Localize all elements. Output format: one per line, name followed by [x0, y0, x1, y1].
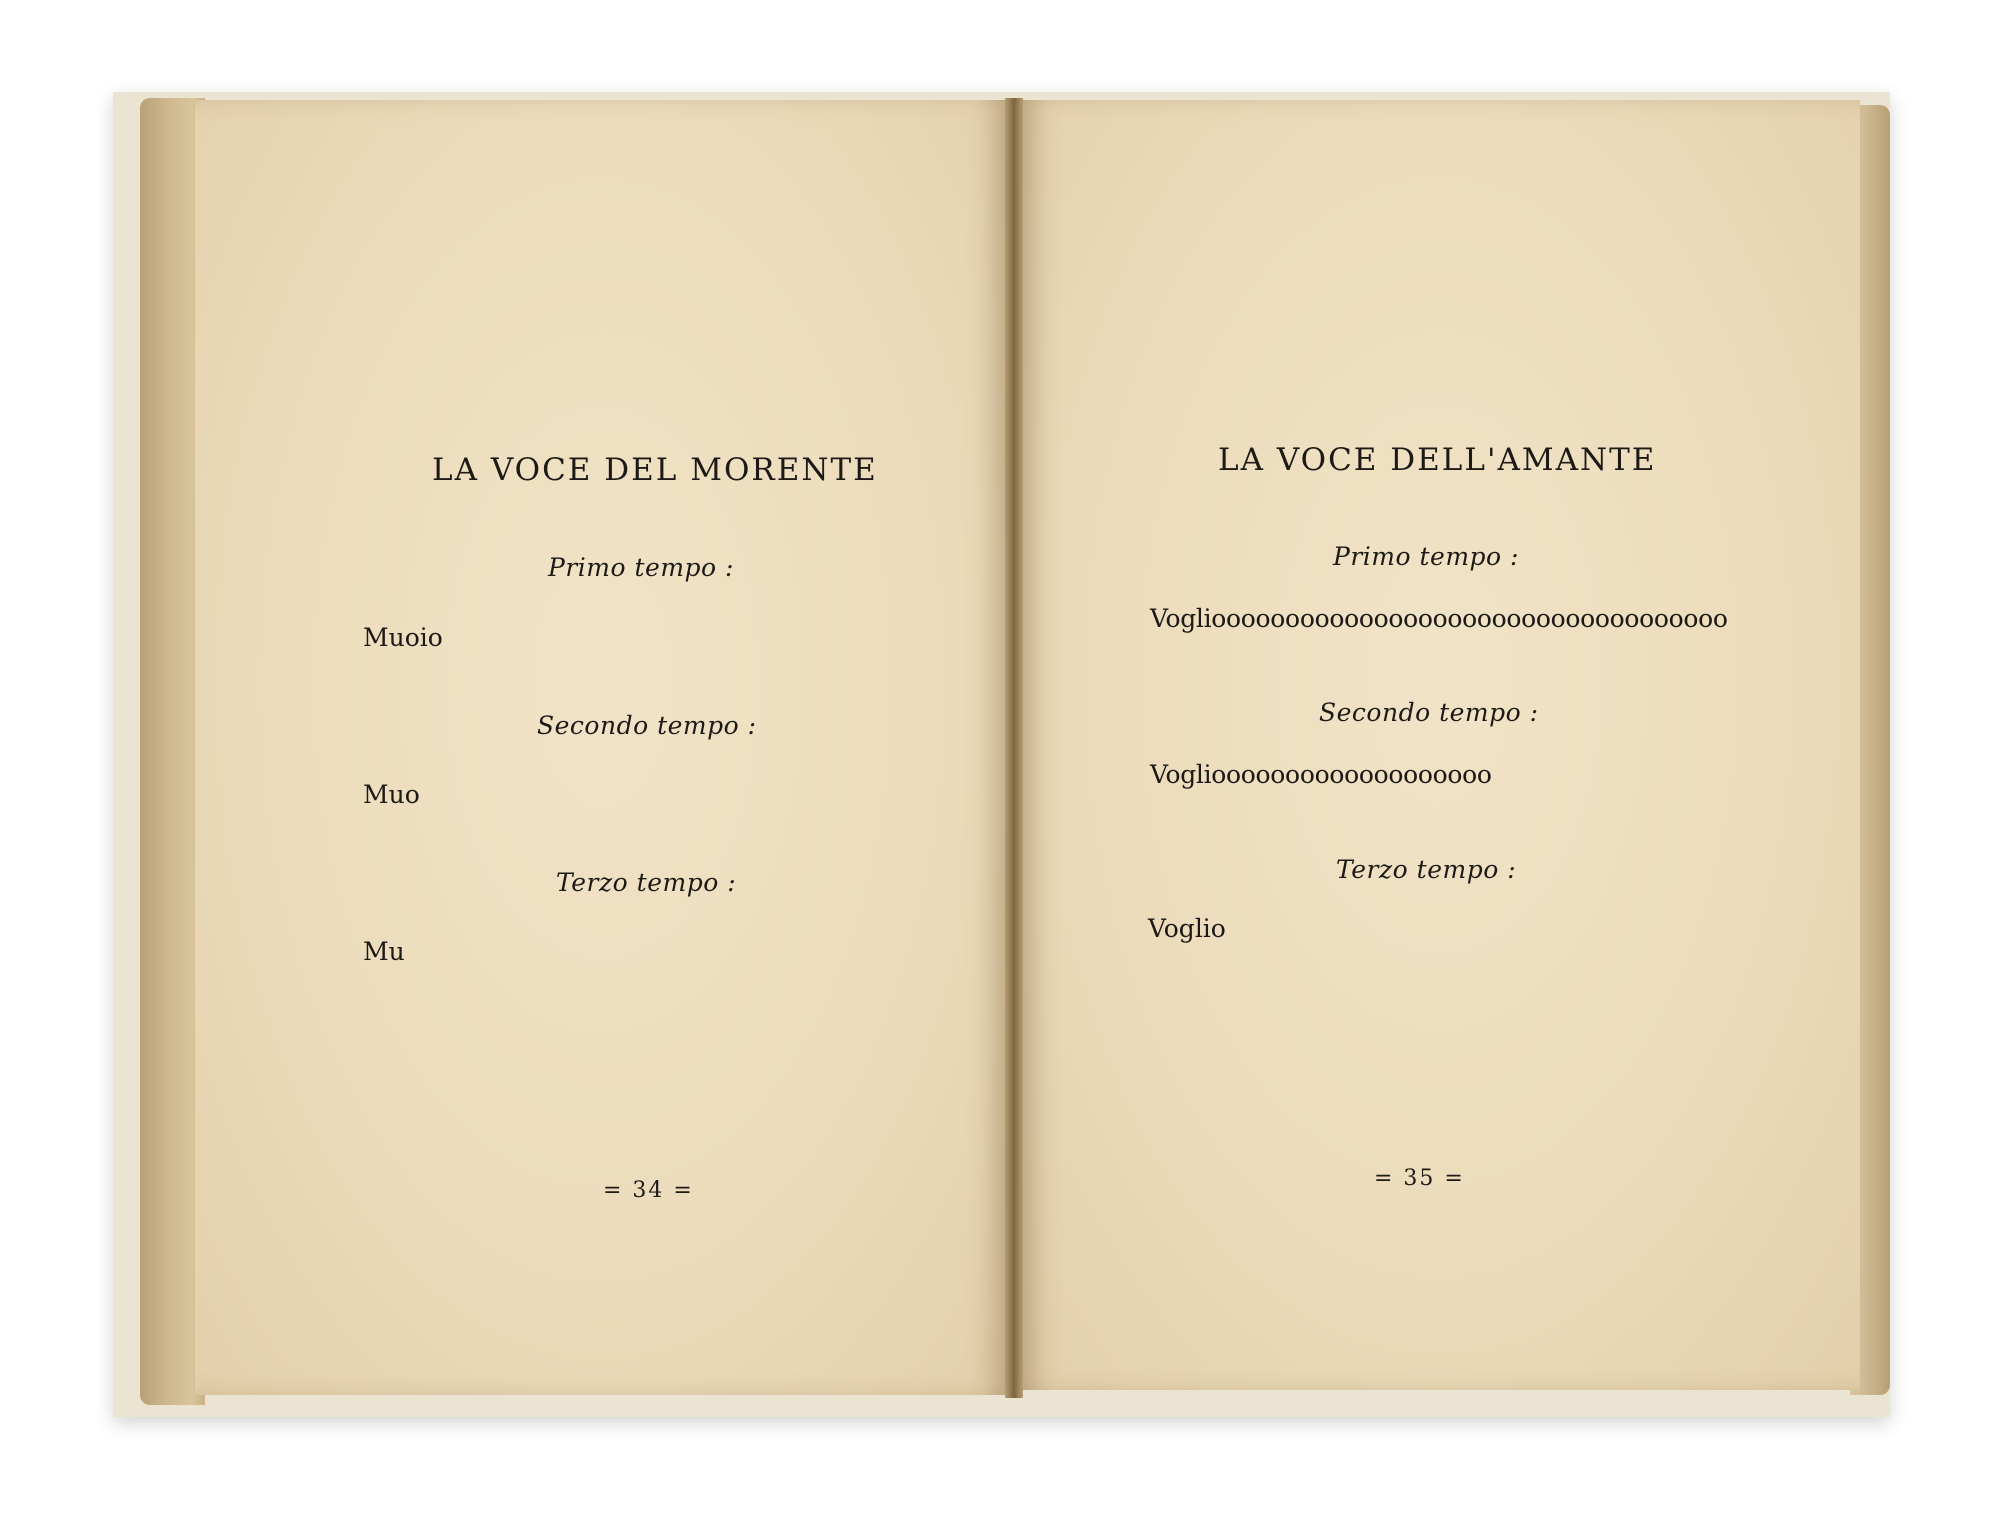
right-heading-secondo: Secondo tempo : — [1319, 698, 1539, 727]
left-line-secondo: Muo — [363, 780, 420, 809]
left-page-number: = 34 = — [603, 1178, 694, 1203]
left-line-primo: Muoio — [363, 623, 443, 652]
right-page — [1018, 100, 1860, 1390]
right-line-terzo: Voglio — [1148, 914, 1226, 943]
right-line-primo: Vogliooooooooooooooooooooooooooooooooooo — [1150, 604, 1728, 633]
left-heading-primo: Primo tempo : — [548, 553, 734, 582]
right-line-secondo: Vogliooooooooooooooooooo — [1150, 760, 1492, 789]
book-gutter — [1005, 98, 1023, 1398]
left-page-title: LA VOCE DEL MORENTE — [432, 452, 878, 488]
right-heading-primo: Primo tempo : — [1333, 542, 1519, 571]
right-page-number: = 35 = — [1374, 1166, 1465, 1191]
right-page-title: LA VOCE DELL'AMANTE — [1218, 442, 1657, 478]
left-heading-terzo: Terzo tempo : — [556, 868, 737, 897]
left-line-terzo: Mu — [363, 937, 405, 966]
right-heading-terzo: Terzo tempo : — [1336, 855, 1517, 884]
left-heading-secondo: Secondo tempo : — [537, 711, 757, 740]
